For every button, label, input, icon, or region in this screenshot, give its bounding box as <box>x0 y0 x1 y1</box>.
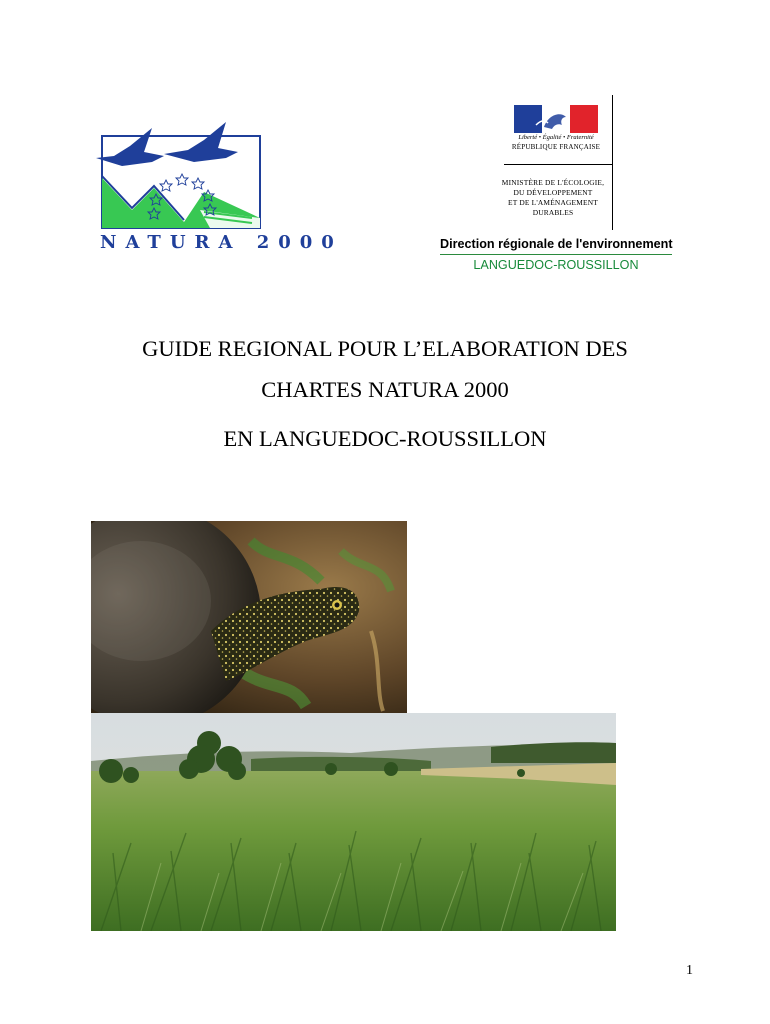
ministry-line: DU DÉVELOPPEMENT <box>513 188 593 197</box>
document-title-line-3: EN LANGUEDOC-ROUSSILLON <box>223 426 547 451</box>
turtle-photo <box>91 521 407 713</box>
diren-title: Direction régionale de l'environnement <box>440 237 673 251</box>
ministry-line: MINISTÈRE DE L'ÉCOLOGIE, <box>501 178 605 187</box>
ministry-line: DURABLES <box>532 208 574 217</box>
diren-underline <box>440 254 672 255</box>
ministry-line: ET DE L'AMÉNAGEMENT <box>508 198 598 207</box>
republic-divider-horizontal <box>504 164 612 165</box>
diren-region: LANGUEDOC-ROUSSILLON <box>473 258 639 272</box>
republic-name: RÉPUBLIQUE FRANÇAISE <box>511 143 601 151</box>
meadow-landscape-photo <box>91 713 616 931</box>
marianne-flag-icon <box>514 105 598 133</box>
document-title-line-2: CHARTES NATURA 2000 <box>261 377 509 402</box>
document-title-line-1: GUIDE REGIONAL POUR L’ELABORATION DES <box>142 336 628 361</box>
ministry-name <box>492 178 614 218</box>
natura-2000-wordmark: NATURA 2000 <box>100 232 343 253</box>
republic-motto: Liberté • Égalité • Fraternité <box>518 134 594 141</box>
page-number: 1 <box>686 963 693 978</box>
